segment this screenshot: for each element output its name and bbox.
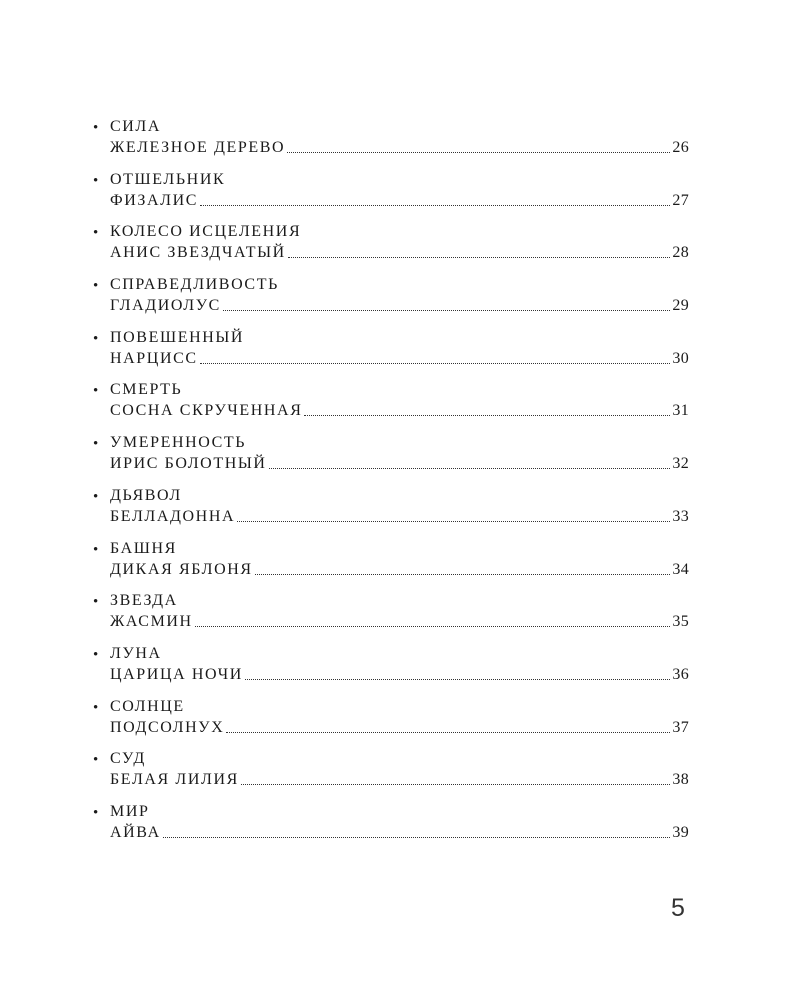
toc-page-number: 34: [672, 560, 689, 578]
toc-line: [110, 349, 689, 368]
toc-plant-title: ЖЕЛЕЗНОЕ ДЕРЕВО: [110, 139, 286, 156]
bullet: •: [93, 541, 99, 558]
toc-page-number: 27: [672, 191, 689, 209]
bullet: •: [93, 225, 99, 242]
toc-card-title: ЗВЕЗДА: [110, 592, 178, 610]
toc-card-title: ЛУНА: [110, 644, 162, 662]
toc-line: [110, 191, 689, 210]
toc-plant-title: ЖАСМИН: [110, 613, 193, 631]
bullet: •: [93, 278, 99, 295]
toc-plant-title: ПОДСОЛНУХ: [110, 718, 225, 736]
toc-line: [110, 718, 689, 737]
dot-leader: [223, 309, 670, 311]
toc-line: [110, 454, 689, 473]
toc-plant-title: СОСНА СКРУЧЕННАЯ: [110, 402, 303, 420]
toc-entry[interactable]: [93, 430, 689, 483]
toc-entry[interactable]: [93, 272, 689, 325]
dot-leader: [269, 467, 671, 469]
toc-card-title: БАШНЯ: [110, 539, 177, 557]
toc-card-title: КОЛЕСО ИСЦЕЛЕНИЯ: [110, 223, 302, 241]
dot-leader: [226, 731, 670, 733]
toc-entry[interactable]: [93, 167, 689, 220]
toc-card-title: УМЕРЕННОСТЬ: [110, 434, 247, 452]
toc-plant-title: ЦАРИЦА НОЧИ: [110, 665, 243, 683]
toc-entry[interactable]: [93, 799, 689, 852]
toc-entry[interactable]: [93, 483, 689, 536]
toc-page-number: 37: [672, 718, 689, 736]
toc-card-title: СИЛА: [110, 118, 162, 135]
toc-page-number: 32: [672, 455, 689, 473]
bullet: •: [93, 752, 99, 769]
toc-page-number: 33: [672, 507, 689, 525]
toc-entry[interactable]: [93, 588, 689, 641]
toc-entry[interactable]: [93, 641, 689, 694]
toc-line: [110, 665, 689, 684]
toc-page-number: 30: [672, 349, 689, 367]
bullet: •: [93, 383, 99, 400]
toc-entry[interactable]: [93, 746, 689, 799]
bullet: •: [93, 330, 99, 347]
page-number: 5: [671, 894, 685, 922]
toc-entry[interactable]: [93, 377, 689, 430]
dot-leader: [195, 625, 671, 627]
table-of-contents: [93, 114, 689, 852]
dot-leader: [237, 520, 670, 522]
toc-page-number: 28: [672, 244, 689, 262]
dot-leader: [287, 151, 670, 153]
toc-page-number: 35: [672, 613, 689, 631]
toc-page-number: 39: [672, 823, 689, 841]
toc-page-number: 26: [672, 139, 689, 156]
toc-card-title: ОТШЕЛЬНИК: [110, 170, 226, 188]
toc-plant-title: БЕЛАЯ ЛИЛИЯ: [110, 771, 239, 789]
toc-plant-title: БЕЛЛАДОННА: [110, 507, 236, 525]
toc-page-number: 31: [672, 402, 689, 420]
dot-leader: [288, 256, 671, 258]
bullet: •: [93, 594, 99, 611]
toc-entry[interactable]: [93, 536, 689, 589]
toc-card-title: СОЛНЦЕ: [110, 697, 185, 715]
bullet: •: [93, 699, 99, 716]
toc-entry[interactable]: [93, 219, 689, 272]
bullet: •: [93, 646, 99, 663]
toc-card-title: ДЬЯВОЛ: [110, 486, 182, 504]
bullet: •: [93, 804, 99, 821]
toc-line: [110, 612, 689, 631]
bullet: •: [93, 120, 99, 136]
toc-page-number: 38: [672, 771, 689, 789]
toc-plant-title: ГЛАДИОЛУС: [110, 297, 221, 315]
toc-plant-title: ДИКАЯ ЯБЛОНЯ: [110, 560, 253, 578]
toc-plant-title: ИРИС БОЛОТНЫЙ: [110, 455, 267, 473]
toc-entry[interactable]: [93, 325, 689, 378]
toc-line: [110, 560, 689, 579]
dot-leader: [304, 414, 670, 416]
dot-leader: [200, 204, 670, 206]
toc-entry[interactable]: [93, 694, 689, 747]
toc-plant-title: АНИС ЗВЕЗДЧАТЫЙ: [110, 244, 286, 262]
dot-leader: [255, 573, 671, 575]
toc-page-number: 36: [672, 665, 689, 683]
toc-line: [110, 138, 689, 157]
toc-line: [110, 243, 689, 262]
dot-leader: [245, 678, 670, 680]
toc-plant-title: АЙВА: [110, 823, 161, 841]
toc-card-title: СУД: [110, 750, 146, 768]
dot-leader: [200, 362, 671, 364]
toc-line: [110, 401, 689, 420]
toc-line: [110, 507, 689, 526]
toc-line: [110, 770, 689, 789]
toc-card-title: СПРАВЕДЛИВОСТЬ: [110, 276, 279, 294]
toc-entry[interactable]: [93, 114, 689, 167]
toc-line: [110, 296, 689, 315]
toc-line: [110, 823, 689, 842]
toc-plant-title: НАРЦИСС: [110, 349, 198, 367]
toc-card-title: СМЕРТЬ: [110, 381, 183, 399]
dot-leader: [241, 783, 670, 785]
bullet: •: [93, 436, 99, 453]
bullet: •: [93, 488, 99, 505]
toc-card-title: МИР: [110, 802, 150, 820]
toc-plant-title: ФИЗАЛИС: [110, 191, 199, 209]
bullet: •: [93, 172, 99, 189]
toc-page-number: 29: [672, 297, 689, 315]
toc-card-title: ПОВЕШЕННЫЙ: [110, 328, 245, 346]
dot-leader: [163, 836, 671, 838]
